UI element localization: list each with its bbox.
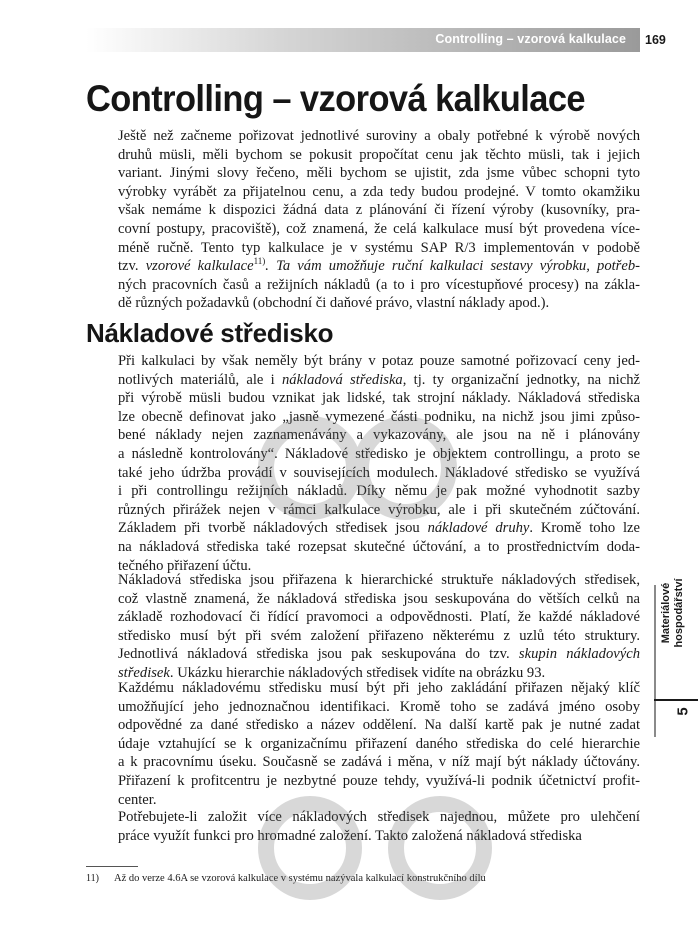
paragraph-line: Nákladová střediska jsou přiřazena k hierarchické struktuře nákladových středisek, [118, 572, 640, 588]
paragraph-line: variant. Jinými slovy řečeno, měli bychom se ujistit, zda jsme vůbec schopni tyto [118, 165, 640, 182]
paragraph-line: při výrobě müsli budou vznikat jak lidské, tak strojní náklady. Nákladová střediska [118, 390, 640, 407]
paragraph-line: Ještě než začneme pořizovat jednotlivé suroviny a obaly potřebné k výrobě nových [118, 128, 640, 144]
paragraph-line: druhů müsli, měli bychom se pokusit propočítat cenu jak těchto müsli, tak i jejich [118, 146, 640, 163]
side-tab-chapter-label [660, 537, 696, 689]
running-head [86, 28, 640, 52]
paragraph-line: na nákladová střediska také rozepsat skutečné účtování, a to prostřednictvím doda- [118, 538, 640, 555]
paragraph-line: lze obecně definovat jako „jasně vymezené části podniku, na nichž jsou jimi způso- [118, 408, 640, 425]
paragraph-line: také jeho údržba provádí v souvisejících modulech. Nákladové středisko se využívá [118, 464, 640, 481]
paragraph-line: různých přirážek nejen v rámci kalkulace výrobku, ale i při skutečném zúčtování. [118, 501, 640, 518]
footnote [86, 872, 640, 885]
paragraph-line: středisko musí být při svém založení přiřazeno některému z uzlů této struktury. [118, 627, 640, 644]
footnote-marker: 11) [86, 873, 99, 884]
paragraph-line: základě rozhodovací či řídící pravomoci a odpovědnosti. Platí, že každé nákladové [118, 609, 640, 626]
paragraph-line: Základem při tvorbě nákladových středisek jsou nákladové druhy. Kromě toho lze [118, 520, 641, 537]
footnote-text: Až do verze 4.6A se vzorová kalkulace v systému nazývala kalkulací konstrukčního dílu [114, 873, 486, 884]
paragraph-line: tzv. vzorové kalkulace$^{11)}$. Ta vám umožňuje ruční kalkulaci sestavy výrobku, potřeb- [118, 256, 640, 275]
paragraph-line: výrobky vyrábět za přijatelnou cenu, a zda tedy budou prodejné. V tomto okamžiku [118, 183, 640, 200]
paragraph-line: dě různých požadavků (obchodní či daňové právo, vlastní náklady apod.). [118, 295, 550, 312]
paragraph-line: Potřebujete-li založit více nákladových středisek najednou, můžete pro ulehčení [118, 809, 640, 825]
paragraph-line: i při controllingu režijních nákladů. Díky němu je pak možné vyhodnotit sazby [118, 483, 640, 500]
paragraph-line: bené náklady nejen zaznamenávány a vykazovány, ale jsou na ně i plánovány [118, 427, 640, 444]
paragraph-line: center. [118, 791, 157, 808]
chapter-side-tab [654, 578, 700, 737]
paragraph-line: covní postupy, pracoviště), což znamená, že celá kalkulace musí být provedena více- [118, 220, 640, 237]
paragraph-key-assignment [118, 679, 640, 809]
page-number: 169 [645, 33, 666, 47]
paragraph-line: a k pracovnímu úseku. Současně se zadává i měna, v níž mají být náklady účtovány. [118, 754, 640, 771]
side-tab-label-line1: Materiálové [660, 582, 672, 644]
paragraph-line: práce využít funkci pro hromadné založení. Takto založená nákladová střediska [118, 827, 582, 844]
paragraph-line: tečného přiřazení účtu. [118, 557, 252, 574]
paragraph-line: údaje vztahující se k organizačnímu přiřazení daného střediska do celé hierarchie [118, 735, 640, 752]
section-title: Nákladové středisko [86, 318, 334, 348]
paragraph-line: méně ručně. Tento typ kalkulace je v systému SAP R/3 implementován v podobě [118, 239, 640, 256]
paragraph-line: středisek. Ukázku hierarchie nákladových středisek vidíte na obrázku 93. [118, 664, 546, 681]
paragraph-hierarchy [118, 571, 640, 683]
paragraph-line: však nemáme k dispozici žádná data z plánování či řízení výroby (kusovníky, pra- [118, 202, 640, 219]
paragraph-line: Při kalkulaci by však neměly být brány v potaz pouze samotné pořizovací ceny jed- [118, 353, 640, 369]
paragraph-line: umožňující jeho jednoznačnou identifikaci. Kromě toho se zadává jméno osoby [118, 698, 640, 715]
footnote-rule [86, 866, 138, 867]
paragraph-line: notlivých materiálů, ale i nákladová střediska, tj. ty organizační jednotky, na nichž [118, 371, 640, 388]
paragraph-line: odpovědné za dané středisko a název oddělení. Na další kartě pak je nutné zadat [118, 717, 640, 734]
paragraph-line: Každému nákladovému středisku musí být při jeho zakládání přiřazen nějaký klíč [118, 680, 640, 696]
paragraph-line: což vlastně znamená, že nákladová střediska jsou seskupována do větších celků na [118, 590, 640, 607]
running-head-title: Controlling – vzorová kalkulace [435, 32, 626, 46]
paragraph-line: Přiřazení k profitcentru je nezbytné pouze tehdy, využívá-li podnik účetnictví profit- [118, 772, 640, 789]
paragraph-cost-center-definition [118, 352, 640, 575]
chapter-title: Controlling – vzorová kalkulace [86, 78, 586, 119]
side-tab-label-line2: hospodářství [673, 578, 685, 648]
paragraph-line: ných pracovních časů a režijních nákladů (a to i pro vícestupňové procesy) na zákla- [118, 276, 640, 293]
paragraph-intro [118, 127, 640, 313]
side-tab-chapter-number: 5 [674, 707, 692, 716]
paragraph-line: a následně kontrolovány“. Nákladové středisko je objektem controllingu, a proto se [118, 445, 640, 462]
paragraph-mass-creation [118, 808, 640, 845]
paragraph-line: Jednotlivá nákladová střediska jsou pak seskupována do tzv. skupin nákladových [118, 646, 640, 663]
